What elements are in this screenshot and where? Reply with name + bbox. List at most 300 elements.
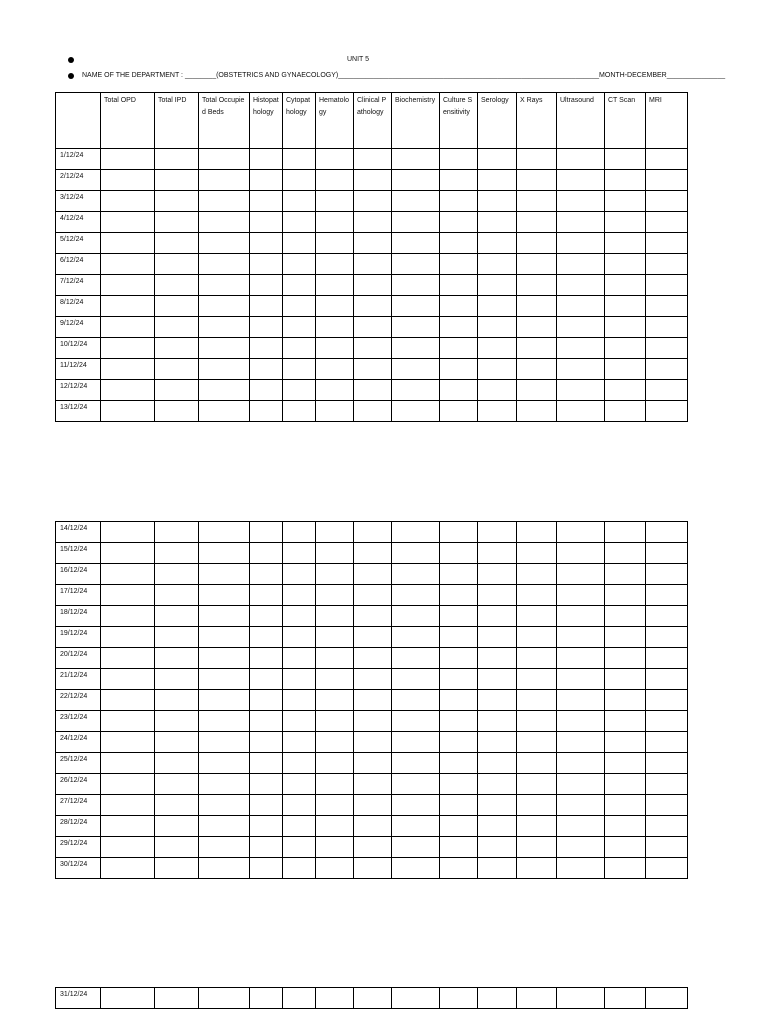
entry-cell[interactable]	[392, 296, 440, 317]
entry-cell[interactable]	[557, 774, 605, 795]
entry-cell[interactable]	[517, 732, 557, 753]
entry-cell[interactable]	[646, 711, 688, 732]
entry-cell[interactable]	[316, 795, 354, 816]
entry-cell[interactable]	[517, 585, 557, 606]
entry-cell[interactable]	[557, 191, 605, 212]
entry-cell[interactable]	[155, 401, 199, 422]
entry-cell[interactable]	[199, 296, 250, 317]
entry-cell[interactable]	[354, 170, 392, 191]
entry-cell[interactable]	[605, 837, 646, 858]
entry-cell[interactable]	[101, 543, 155, 564]
entry-cell[interactable]	[517, 233, 557, 254]
entry-cell[interactable]	[478, 753, 517, 774]
entry-cell[interactable]	[517, 564, 557, 585]
entry-cell[interactable]	[250, 669, 283, 690]
entry-cell[interactable]	[517, 170, 557, 191]
entry-cell[interactable]	[440, 317, 478, 338]
entry-cell[interactable]	[646, 753, 688, 774]
entry-cell[interactable]	[557, 606, 605, 627]
entry-cell[interactable]	[646, 816, 688, 837]
entry-cell[interactable]	[517, 816, 557, 837]
entry-cell[interactable]	[316, 212, 354, 233]
entry-cell[interactable]	[101, 858, 155, 879]
entry-cell[interactable]	[478, 627, 517, 648]
entry-cell[interactable]	[605, 627, 646, 648]
entry-cell[interactable]	[283, 191, 316, 212]
entry-cell[interactable]	[316, 753, 354, 774]
entry-cell[interactable]	[557, 170, 605, 191]
entry-cell[interactable]	[199, 149, 250, 170]
entry-cell[interactable]	[557, 149, 605, 170]
entry-cell[interactable]	[440, 212, 478, 233]
entry-cell[interactable]	[199, 795, 250, 816]
entry-cell[interactable]	[440, 606, 478, 627]
entry-cell[interactable]	[605, 522, 646, 543]
entry-cell[interactable]	[316, 816, 354, 837]
entry-cell[interactable]	[605, 191, 646, 212]
entry-cell[interactable]	[155, 254, 199, 275]
entry-cell[interactable]	[283, 690, 316, 711]
entry-cell[interactable]	[101, 711, 155, 732]
entry-cell[interactable]	[101, 837, 155, 858]
entry-cell[interactable]	[478, 233, 517, 254]
entry-cell[interactable]	[478, 795, 517, 816]
entry-cell[interactable]	[101, 816, 155, 837]
entry-cell[interactable]	[101, 254, 155, 275]
entry-cell[interactable]	[283, 627, 316, 648]
entry-cell[interactable]	[440, 858, 478, 879]
entry-cell[interactable]	[440, 275, 478, 296]
entry-cell[interactable]	[557, 564, 605, 585]
entry-cell[interactable]	[392, 585, 440, 606]
entry-cell[interactable]	[101, 669, 155, 690]
entry-cell[interactable]	[478, 543, 517, 564]
entry-cell[interactable]	[155, 711, 199, 732]
entry-cell[interactable]	[517, 753, 557, 774]
entry-cell[interactable]	[199, 191, 250, 212]
entry-cell[interactable]	[646, 795, 688, 816]
entry-cell[interactable]	[283, 170, 316, 191]
entry-cell[interactable]	[316, 522, 354, 543]
entry-cell[interactable]	[250, 858, 283, 879]
entry-cell[interactable]	[392, 149, 440, 170]
entry-cell[interactable]	[605, 711, 646, 732]
entry-cell[interactable]	[199, 585, 250, 606]
entry-cell[interactable]	[646, 732, 688, 753]
entry-cell[interactable]	[517, 338, 557, 359]
entry-cell[interactable]	[101, 317, 155, 338]
entry-cell[interactable]	[283, 669, 316, 690]
entry-cell[interactable]	[354, 669, 392, 690]
entry-cell[interactable]	[646, 585, 688, 606]
entry-cell[interactable]	[316, 648, 354, 669]
entry-cell[interactable]	[517, 191, 557, 212]
entry-cell[interactable]	[605, 669, 646, 690]
entry-cell[interactable]	[316, 988, 354, 1009]
entry-cell[interactable]	[316, 711, 354, 732]
entry-cell[interactable]	[517, 296, 557, 317]
entry-cell[interactable]	[392, 732, 440, 753]
entry-cell[interactable]	[101, 522, 155, 543]
entry-cell[interactable]	[250, 988, 283, 1009]
entry-cell[interactable]	[557, 254, 605, 275]
entry-cell[interactable]	[605, 606, 646, 627]
entry-cell[interactable]	[101, 774, 155, 795]
entry-cell[interactable]	[605, 212, 646, 233]
entry-cell[interactable]	[354, 648, 392, 669]
entry-cell[interactable]	[250, 564, 283, 585]
entry-cell[interactable]	[646, 648, 688, 669]
entry-cell[interactable]	[155, 191, 199, 212]
entry-cell[interactable]	[605, 338, 646, 359]
entry-cell[interactable]	[517, 837, 557, 858]
entry-cell[interactable]	[517, 627, 557, 648]
entry-cell[interactable]	[440, 543, 478, 564]
entry-cell[interactable]	[557, 275, 605, 296]
entry-cell[interactable]	[101, 732, 155, 753]
entry-cell[interactable]	[605, 585, 646, 606]
entry-cell[interactable]	[605, 401, 646, 422]
entry-cell[interactable]	[517, 690, 557, 711]
entry-cell[interactable]	[557, 317, 605, 338]
entry-cell[interactable]	[478, 338, 517, 359]
entry-cell[interactable]	[354, 191, 392, 212]
entry-cell[interactable]	[392, 564, 440, 585]
entry-cell[interactable]	[392, 275, 440, 296]
entry-cell[interactable]	[517, 795, 557, 816]
entry-cell[interactable]	[440, 816, 478, 837]
entry-cell[interactable]	[250, 254, 283, 275]
entry-cell[interactable]	[283, 233, 316, 254]
entry-cell[interactable]	[155, 359, 199, 380]
entry-cell[interactable]	[478, 401, 517, 422]
entry-cell[interactable]	[316, 254, 354, 275]
entry-cell[interactable]	[155, 816, 199, 837]
entry-cell[interactable]	[440, 338, 478, 359]
entry-cell[interactable]	[283, 380, 316, 401]
entry-cell[interactable]	[392, 816, 440, 837]
entry-cell[interactable]	[646, 858, 688, 879]
entry-cell[interactable]	[155, 837, 199, 858]
entry-cell[interactable]	[199, 627, 250, 648]
entry-cell[interactable]	[316, 606, 354, 627]
entry-cell[interactable]	[646, 988, 688, 1009]
entry-cell[interactable]	[199, 401, 250, 422]
entry-cell[interactable]	[517, 380, 557, 401]
entry-cell[interactable]	[392, 254, 440, 275]
entry-cell[interactable]	[101, 275, 155, 296]
entry-cell[interactable]	[557, 669, 605, 690]
entry-cell[interactable]	[646, 254, 688, 275]
entry-cell[interactable]	[101, 338, 155, 359]
entry-cell[interactable]	[517, 669, 557, 690]
entry-cell[interactable]	[517, 212, 557, 233]
entry-cell[interactable]	[392, 774, 440, 795]
entry-cell[interactable]	[250, 212, 283, 233]
entry-cell[interactable]	[605, 380, 646, 401]
entry-cell[interactable]	[557, 233, 605, 254]
entry-cell[interactable]	[354, 212, 392, 233]
entry-cell[interactable]	[440, 359, 478, 380]
entry-cell[interactable]	[440, 627, 478, 648]
entry-cell[interactable]	[199, 816, 250, 837]
entry-cell[interactable]	[557, 522, 605, 543]
entry-cell[interactable]	[605, 648, 646, 669]
entry-cell[interactable]	[101, 170, 155, 191]
entry-cell[interactable]	[478, 275, 517, 296]
entry-cell[interactable]	[392, 380, 440, 401]
entry-cell[interactable]	[517, 988, 557, 1009]
entry-cell[interactable]	[101, 380, 155, 401]
entry-cell[interactable]	[199, 690, 250, 711]
entry-cell[interactable]	[283, 338, 316, 359]
entry-cell[interactable]	[557, 338, 605, 359]
entry-cell[interactable]	[557, 212, 605, 233]
entry-cell[interactable]	[250, 401, 283, 422]
entry-cell[interactable]	[605, 690, 646, 711]
entry-cell[interactable]	[250, 149, 283, 170]
entry-cell[interactable]	[478, 564, 517, 585]
entry-cell[interactable]	[392, 170, 440, 191]
entry-cell[interactable]	[392, 359, 440, 380]
entry-cell[interactable]	[478, 774, 517, 795]
entry-cell[interactable]	[199, 732, 250, 753]
entry-cell[interactable]	[283, 149, 316, 170]
entry-cell[interactable]	[605, 774, 646, 795]
entry-cell[interactable]	[646, 149, 688, 170]
entry-cell[interactable]	[478, 296, 517, 317]
entry-cell[interactable]	[316, 296, 354, 317]
entry-cell[interactable]	[605, 149, 646, 170]
entry-cell[interactable]	[440, 401, 478, 422]
entry-cell[interactable]	[283, 359, 316, 380]
entry-cell[interactable]	[646, 774, 688, 795]
entry-cell[interactable]	[440, 732, 478, 753]
entry-cell[interactable]	[199, 233, 250, 254]
entry-cell[interactable]	[283, 212, 316, 233]
entry-cell[interactable]	[354, 543, 392, 564]
entry-cell[interactable]	[354, 732, 392, 753]
entry-cell[interactable]	[155, 543, 199, 564]
entry-cell[interactable]	[440, 564, 478, 585]
entry-cell[interactable]	[354, 380, 392, 401]
entry-cell[interactable]	[605, 317, 646, 338]
entry-cell[interactable]	[316, 191, 354, 212]
entry-cell[interactable]	[478, 669, 517, 690]
entry-cell[interactable]	[646, 627, 688, 648]
entry-cell[interactable]	[440, 170, 478, 191]
entry-cell[interactable]	[517, 522, 557, 543]
entry-cell[interactable]	[354, 816, 392, 837]
entry-cell[interactable]	[517, 606, 557, 627]
entry-cell[interactable]	[199, 648, 250, 669]
entry-cell[interactable]	[392, 753, 440, 774]
entry-cell[interactable]	[646, 317, 688, 338]
entry-cell[interactable]	[316, 149, 354, 170]
entry-cell[interactable]	[517, 359, 557, 380]
entry-cell[interactable]	[101, 359, 155, 380]
entry-cell[interactable]	[250, 816, 283, 837]
entry-cell[interactable]	[316, 627, 354, 648]
entry-cell[interactable]	[283, 522, 316, 543]
entry-cell[interactable]	[199, 212, 250, 233]
entry-cell[interactable]	[101, 753, 155, 774]
entry-cell[interactable]	[283, 254, 316, 275]
entry-cell[interactable]	[283, 275, 316, 296]
entry-cell[interactable]	[354, 585, 392, 606]
entry-cell[interactable]	[392, 233, 440, 254]
entry-cell[interactable]	[440, 648, 478, 669]
entry-cell[interactable]	[557, 648, 605, 669]
entry-cell[interactable]	[557, 988, 605, 1009]
entry-cell[interactable]	[250, 690, 283, 711]
entry-cell[interactable]	[557, 795, 605, 816]
entry-cell[interactable]	[392, 669, 440, 690]
entry-cell[interactable]	[101, 988, 155, 1009]
entry-cell[interactable]	[517, 543, 557, 564]
entry-cell[interactable]	[354, 149, 392, 170]
entry-cell[interactable]	[155, 648, 199, 669]
entry-cell[interactable]	[316, 837, 354, 858]
entry-cell[interactable]	[283, 648, 316, 669]
entry-cell[interactable]	[250, 711, 283, 732]
entry-cell[interactable]	[440, 522, 478, 543]
entry-cell[interactable]	[605, 753, 646, 774]
entry-cell[interactable]	[199, 338, 250, 359]
entry-cell[interactable]	[316, 338, 354, 359]
entry-cell[interactable]	[557, 753, 605, 774]
entry-cell[interactable]	[155, 149, 199, 170]
entry-cell[interactable]	[354, 837, 392, 858]
entry-cell[interactable]	[283, 543, 316, 564]
entry-cell[interactable]	[557, 627, 605, 648]
entry-cell[interactable]	[101, 648, 155, 669]
entry-cell[interactable]	[101, 296, 155, 317]
entry-cell[interactable]	[155, 275, 199, 296]
entry-cell[interactable]	[646, 690, 688, 711]
entry-cell[interactable]	[646, 543, 688, 564]
entry-cell[interactable]	[646, 522, 688, 543]
entry-cell[interactable]	[283, 606, 316, 627]
entry-cell[interactable]	[316, 233, 354, 254]
entry-cell[interactable]	[101, 212, 155, 233]
entry-cell[interactable]	[478, 149, 517, 170]
entry-cell[interactable]	[478, 522, 517, 543]
entry-cell[interactable]	[646, 380, 688, 401]
entry-cell[interactable]	[440, 837, 478, 858]
entry-cell[interactable]	[316, 774, 354, 795]
entry-cell[interactable]	[101, 690, 155, 711]
entry-cell[interactable]	[155, 338, 199, 359]
entry-cell[interactable]	[155, 988, 199, 1009]
entry-cell[interactable]	[316, 690, 354, 711]
entry-cell[interactable]	[517, 401, 557, 422]
entry-cell[interactable]	[605, 233, 646, 254]
entry-cell[interactable]	[155, 753, 199, 774]
entry-cell[interactable]	[392, 690, 440, 711]
entry-cell[interactable]	[354, 233, 392, 254]
entry-cell[interactable]	[517, 774, 557, 795]
entry-cell[interactable]	[199, 564, 250, 585]
entry-cell[interactable]	[557, 585, 605, 606]
entry-cell[interactable]	[478, 191, 517, 212]
entry-cell[interactable]	[392, 648, 440, 669]
entry-cell[interactable]	[316, 317, 354, 338]
entry-cell[interactable]	[478, 212, 517, 233]
entry-cell[interactable]	[250, 837, 283, 858]
entry-cell[interactable]	[155, 564, 199, 585]
entry-cell[interactable]	[517, 711, 557, 732]
entry-cell[interactable]	[605, 858, 646, 879]
entry-cell[interactable]	[478, 816, 517, 837]
entry-cell[interactable]	[392, 795, 440, 816]
entry-cell[interactable]	[155, 170, 199, 191]
entry-cell[interactable]	[557, 296, 605, 317]
entry-cell[interactable]	[392, 543, 440, 564]
entry-cell[interactable]	[440, 753, 478, 774]
entry-cell[interactable]	[440, 585, 478, 606]
entry-cell[interactable]	[646, 296, 688, 317]
entry-cell[interactable]	[354, 338, 392, 359]
entry-cell[interactable]	[646, 275, 688, 296]
entry-cell[interactable]	[646, 191, 688, 212]
entry-cell[interactable]	[283, 317, 316, 338]
entry-cell[interactable]	[283, 564, 316, 585]
entry-cell[interactable]	[392, 858, 440, 879]
entry-cell[interactable]	[440, 191, 478, 212]
entry-cell[interactable]	[440, 795, 478, 816]
entry-cell[interactable]	[316, 669, 354, 690]
entry-cell[interactable]	[354, 988, 392, 1009]
entry-cell[interactable]	[440, 254, 478, 275]
entry-cell[interactable]	[478, 711, 517, 732]
entry-cell[interactable]	[557, 732, 605, 753]
entry-cell[interactable]	[250, 296, 283, 317]
entry-cell[interactable]	[478, 988, 517, 1009]
entry-cell[interactable]	[557, 858, 605, 879]
entry-cell[interactable]	[517, 858, 557, 879]
entry-cell[interactable]	[199, 711, 250, 732]
entry-cell[interactable]	[199, 543, 250, 564]
entry-cell[interactable]	[155, 627, 199, 648]
entry-cell[interactable]	[478, 170, 517, 191]
entry-cell[interactable]	[557, 359, 605, 380]
entry-cell[interactable]	[392, 837, 440, 858]
entry-cell[interactable]	[478, 858, 517, 879]
entry-cell[interactable]	[199, 858, 250, 879]
entry-cell[interactable]	[478, 606, 517, 627]
entry-cell[interactable]	[392, 401, 440, 422]
entry-cell[interactable]	[155, 317, 199, 338]
entry-cell[interactable]	[155, 732, 199, 753]
entry-cell[interactable]	[283, 795, 316, 816]
entry-cell[interactable]	[440, 296, 478, 317]
entry-cell[interactable]	[250, 627, 283, 648]
entry-cell[interactable]	[101, 233, 155, 254]
entry-cell[interactable]	[199, 170, 250, 191]
entry-cell[interactable]	[646, 170, 688, 191]
entry-cell[interactable]	[250, 170, 283, 191]
entry-cell[interactable]	[199, 774, 250, 795]
entry-cell[interactable]	[250, 585, 283, 606]
entry-cell[interactable]	[283, 711, 316, 732]
entry-cell[interactable]	[283, 774, 316, 795]
entry-cell[interactable]	[250, 338, 283, 359]
entry-cell[interactable]	[517, 254, 557, 275]
entry-cell[interactable]	[557, 380, 605, 401]
entry-cell[interactable]	[155, 233, 199, 254]
entry-cell[interactable]	[354, 627, 392, 648]
